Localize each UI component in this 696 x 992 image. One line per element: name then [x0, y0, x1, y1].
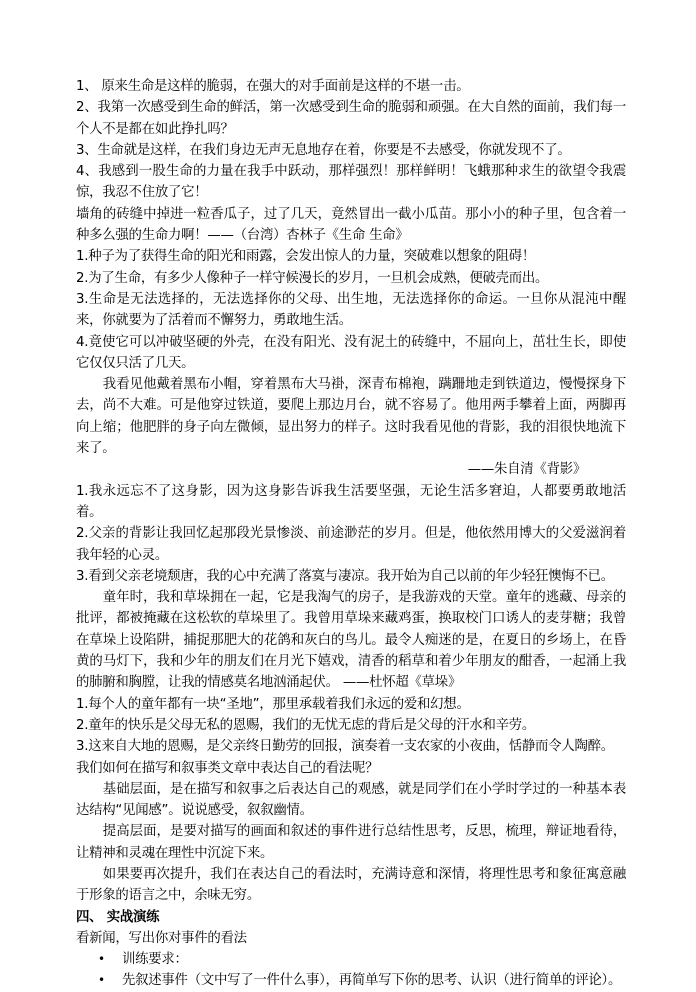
paragraph: 我们如何在描写和叙事类文章中表达自己的看法呢？	[76, 760, 379, 776]
paragraph: 墙角的砖缝中掉进一粒香瓜子，过了几天，竟然冒出一截小瓜苗。那小小的种子里，包含着一种多么强的生命力啊！——（台湾）杏林子《生命 生命》	[76, 206, 626, 244]
paragraph: 4、我感到一股生命的力量在我手中跃动，那样强烈！那样鲜明！飞蛾那种求生的欲望令我震惊，我忍不住放了它！	[76, 164, 626, 201]
document-body	[76, 76, 626, 949]
bullet-icon: •	[98, 973, 105, 988]
training-requirements-list	[76, 949, 626, 992]
paragraph: 童年时，我和草垛拥在一起，它是我淘气的房子，是我游戏的天堂。童年的逃藏、母亲的批评，都被掩藏在这松软的草垛里了。我曾用草垛来藏鸡蛋，换取校门口诱人的麦芽糖；我曾在草垛上设陷阱，捕捉那肥大的花鸽和灰白的鸟儿。最令人痴迷的是，在夏日的乡场上，在昏黄的马灯下，我和少年的朋友们在月光下嬉戏，清香的稻草和着少年朋友的酣香，一起涌上我的肺腑和胸膛，让我的情感莫名地汹涌起伏。 ——杜怀超《草垛》	[76, 590, 626, 691]
paragraph: 看新闻，写出你对事件的看法	[76, 930, 247, 946]
paragraph: 2.为了生命，有多少人像种子一样守候漫长的岁月，一旦机会成熟，便破壳而出。	[76, 270, 549, 286]
list-item-text: 训练要求：	[122, 952, 188, 968]
document-page	[76, 76, 626, 992]
list-item	[76, 970, 626, 991]
paragraph: 2、我第一次感受到生命的鲜活，第一次感受到生命的脆弱和顽强。在大自然的面前，我们每一个人不是都在如此挣扎吗？	[76, 100, 626, 137]
paragraph: 提高层面，是要对描写的画面和叙述的事件进行总结性思考，反思，梳理，辩证地看待，让精神和灵魂在理性中沉淀下来。	[76, 824, 626, 861]
paragraph: 3.生命是无法选择的，无法选择你的父母、出生地，无法选择你的命运。一旦你从混沌中醒来，你就要为了活着而不懈努力，勇敢地生活。	[76, 291, 626, 329]
paragraph: 2.父亲的背影让我回忆起那段光景惨淡、前途渺茫的岁月。但是，他依然用博大的父爱滋润着我年轻的心灵。	[76, 526, 626, 563]
paragraph: 1.种子为了获得生命的阳光和雨露，会发出惊人的力量，突破难以想象的阻碍！	[76, 249, 536, 265]
list-item	[76, 949, 626, 970]
paragraph: 我看见他戴着黑布小帽，穿着黑布大马褂，深青布棉袍，蹒跚地走到铁道边，慢慢探身下去，尚不大难。可是他穿过铁道，要爬上那边月台，就不容易了。他用两手攀着上面，两脚再向上缩；他肥胖的身子向左微倾，显出努力的样子。这时我看见他的背影，我的泪很快地流下来了。	[76, 377, 626, 457]
paragraph: 4.竟使它可以冲破坚硬的外壳，在没有阳光、没有泥土的砖缝中，不屈向上，茁壮生长，即使它仅仅只活了几天。	[76, 334, 626, 371]
bullet-icon: •	[98, 952, 105, 967]
paragraph: 3.这来自大地的恩赐，是父亲终日勤劳的回报，演奏着一支农家的小夜曲，恬静而令人陶醉。	[76, 739, 614, 755]
paragraph: 基础层面，是在描写和叙事之后表达自己的观感，就是同学们在小学时学过的一种基本表达结构“见闻感”。说说感受，叙叙幽情。	[76, 781, 626, 819]
section-heading: 四、 实战演练	[76, 909, 160, 925]
paragraph: 1.我永远忘不了这身影，因为这身影告诉我生活要坚强，无论生活多窘迫，人都要勇敢地活着。	[76, 483, 626, 520]
paragraph: 3、生命就是这样，在我们身边无声无息地存在着，你要是不去感受，你就发现不了。	[76, 142, 571, 158]
paragraph: ——朱自清《背影》	[467, 462, 586, 478]
list-item-text: 先叙述事件（文中写了一件什么事），再简单写下你的思考、认识（进行简单的评论）。	[122, 973, 622, 989]
paragraph: 如果要再次提升，我们在表达自己的看法时，充满诗意和深情，将理性思考和象征寓意融于形象的语言之中，余味无穷。	[76, 866, 626, 904]
paragraph: 1、 原来生命是这样的脆弱，在强大的对手面前是这样的不堪一击。	[76, 79, 470, 94]
paragraph: 2.童年的快乐是父母无私的恩赐，我们的无忧无虑的背后是父母的汗水和辛劳。	[76, 717, 536, 733]
paragraph: 1.每个人的童年都有一块“圣地”，那里承载着我们永远的爱和幻想。	[76, 696, 470, 712]
paragraph: 3.看到父亲老境颓唐，我的心中充满了落寞与凄凉。我开始为自己以前的年少轻狂懊悔不已。	[76, 568, 614, 584]
